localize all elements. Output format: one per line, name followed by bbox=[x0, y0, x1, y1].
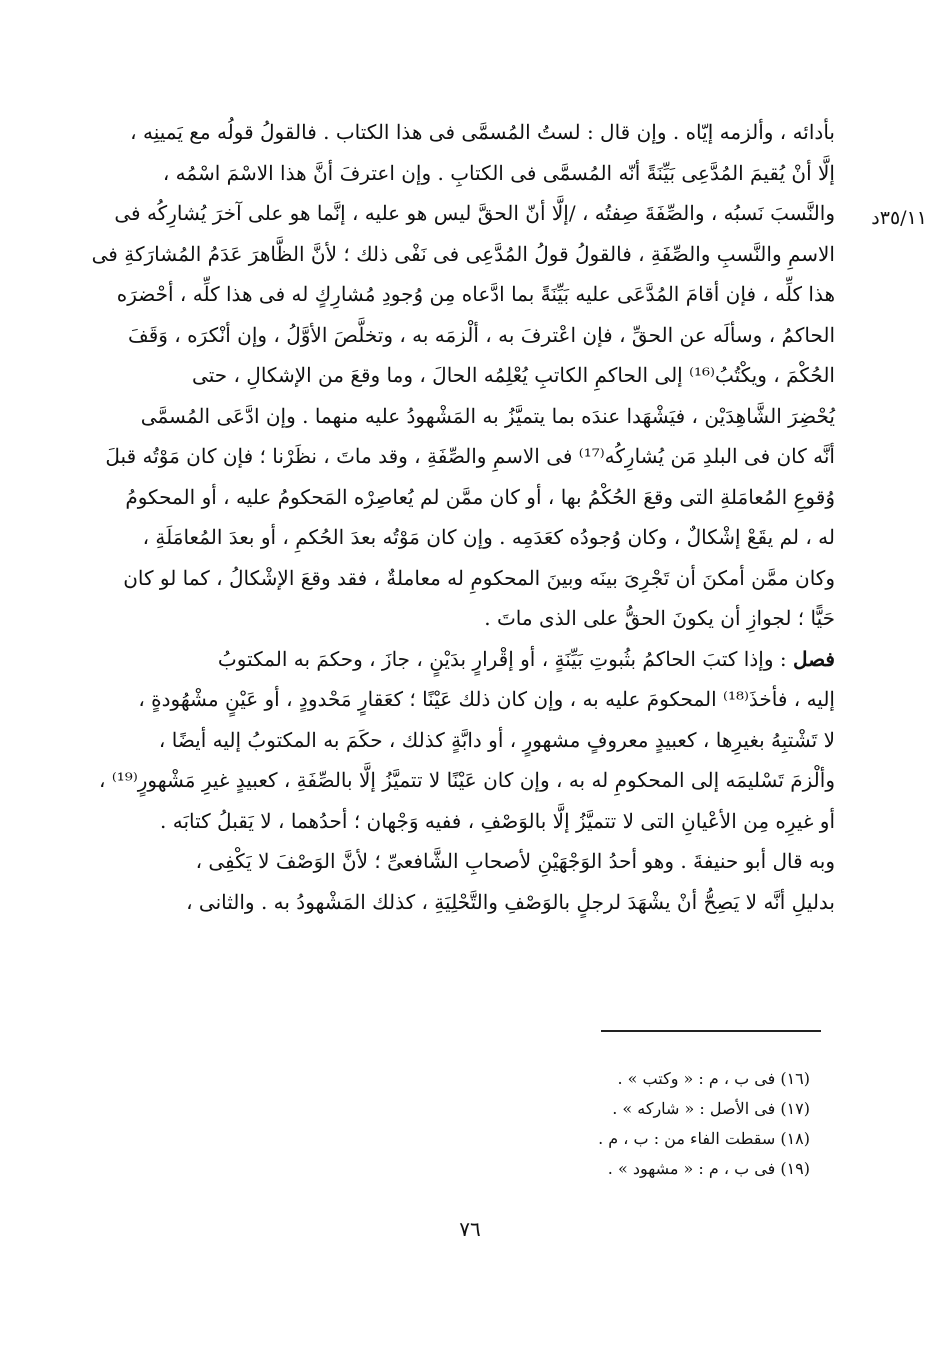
footnote-divider bbox=[601, 1030, 821, 1032]
text-line: الاسمِ والنَّسبِ والصِّفَةِ ، فالقولُ قولُ المُدَّعِى فى نَفْى ذلك ؛ لأنَّ الظَّاهرَ عَدَمُ المُشارَكةِ فى bbox=[91, 241, 835, 266]
text-line: أنَّه كان فى البلدِ مَن يُشارِكُه⁽¹⁷⁾ فى الاسمِ والصِّفَةِ ، وقد ماتَ ، نظَرْنا ؛ فإن كان مَوْتُه قبلَ bbox=[105, 444, 835, 468]
page-number: ٧٦ bbox=[459, 1217, 481, 1241]
text-line: يُحْضِرَ الشَّاهِدَيْن ، فيَشْهَدا عندَه بما يتميَّزُ به المَشْهودُ عليه منهما . وإن ادَّعَى المُسمَّى bbox=[140, 403, 835, 428]
footnote: (١٨) سقطت الفاء من : ب ، م . bbox=[598, 1129, 810, 1148]
text-line: هذا كلِّه ، فإن أقامَ المُدَّعَى عليه بَيِّنَةً بما ادَّعاه مِن وُجودِ مُشارِكٍ له فى هذا كلِّه ، أحْضرَه bbox=[116, 282, 835, 306]
text-line bbox=[110, 639, 835, 680]
text-line: وكان ممَّن أمكنَ أن تَجْرِىَ بينَه وبينَ المحكومِ له معاملةٌ ، فقد وقعَ الإشْكالُ ، كما لو كان bbox=[123, 565, 835, 590]
text-line: حَيًّا ؛ لجوازِ أن يكونَ الحقُّ على الذى ماتَ . bbox=[484, 606, 835, 630]
section-label: فصل bbox=[792, 646, 835, 671]
paragraph-2 bbox=[99, 639, 835, 923]
text-line: بدليلِ أنَّه لا يَصِحُّ أنْ يشْهَدَ لرجلٍ بالوَصْفِ والتَّحْلِيَةِ ، كذلك المَشْهودُ به . والثانى ، bbox=[186, 889, 835, 914]
margin-folio-note: ٣٥/١١د bbox=[871, 207, 927, 229]
text-line: لا تَشْتبِهُ بغيرِها ، كعبيدٍ معروفٍ مشهورٍ ، أو دابَّةٍ كذلك ، حكَمَ به المكتوبُ إليه أيضًا ، bbox=[158, 727, 835, 752]
text-line-content: : وإذا كتبَ الحاكمُ بثُبوتِ بَيِّنَةٍ ، أو إقْرارٍ بدَيْنٍ ، جازَ ، وحكمَ به المكتوبُ bbox=[217, 646, 793, 671]
text-line: أو غيرِه مِن الأعْيانِ التى لا تتميَّزُ إلَّا بالوَصْفِ ، ففيه وَجْهان ؛ أحدُهما ، لا يَقبلُ كتابَه . bbox=[160, 808, 835, 833]
paragraph-1 bbox=[91, 112, 835, 639]
text-line: والنَّسبَ نَسبُه ، والصِّفَةَ صِفتُه ، /إلَّا أنّ الحقَّ ليس هو عليه ، إنَّما هو على آخرَ يُشارِكُه فى bbox=[114, 201, 835, 225]
text-line: الحاكمُ ، وسألَه عن الحقِّ ، فإن اعْترفَ به ، ألْزمَه به ، وتخلَّصَ الأوَّلُ ، وإن أنْكرَه ، وَقَفَ bbox=[128, 322, 835, 347]
text-line: وُقوعِ المُعامَلةِ التى وقعَ الحُكْمُ بها ، أو كان ممَّن لم يُعاصِرْه المَحكومُ عليه ، أو المحكومُ bbox=[125, 484, 835, 509]
text-line: وألْزمَ تَسْليمَه إلى المحكومِ له به ، وإن كان عَيْنًا لا تتميَّزُ إلَّا بالصِّفَةِ ، كعبيدٍ غيرِ مَشْهورٍ⁽¹⁹⁾ ، bbox=[99, 768, 835, 792]
text-line: إلَّا أنْ يُقيمَ المُدَّعِى بَيِّنَةً أنّه المُسمَّى فى الكتابِ . وإن اعترفَ أنَّ هذا الاسْمَ اسْمُه ، bbox=[162, 160, 835, 185]
main-text bbox=[91, 112, 835, 922]
text-line: وبه قال أبو حنيفةَ . وهو أحدُ الوَجْهَيْنِ لأصحابِ الشَّافعىِّ ؛ لأنَّ الوَصْفَ لا يَكْفِى ، bbox=[195, 849, 835, 873]
footnotes bbox=[480, 1064, 810, 1184]
text-line: إليه ، فأخذَ⁽¹⁸⁾ المحكومَ عليه به ، وإن كان ذلك عَيْنًا ؛ كعَقارٍ مَحْدودٍ ، أو عَيْنٍ مشْهُودةٍ ، bbox=[138, 687, 835, 711]
footnote: (١٧) فى الأصل : « شاركه » . bbox=[612, 1099, 810, 1118]
footnote: (١٩) فى ب ، م : « مشهود » . bbox=[607, 1159, 810, 1178]
footnote: (١٦) فى ب ، م : « وكتب » . bbox=[617, 1069, 810, 1088]
text-line: بأدائه ، وألزمه إيّاه . وإن قال : لستُ المُسمَّى فى هذا الكتاب . فالقولُ قولُه مع يَمينِه ، bbox=[130, 120, 835, 144]
text-line: الحُكْمَ ، ويكْتُبُ⁽¹⁶⁾ إلى الحاكمِ الكاتبِ يُعْلِمُه الحالَ ، وما وقعَ من الإشكالِ ، حتى bbox=[192, 363, 835, 387]
text-line: له ، لم يقَعْ إشْكالٌ ، وكان وُجودُه كعَدَمِه . وإن كان مَوْتُه بعدَ الحُكمِ ، أو بعدَ المُعامَلَةِ ، bbox=[142, 525, 835, 549]
